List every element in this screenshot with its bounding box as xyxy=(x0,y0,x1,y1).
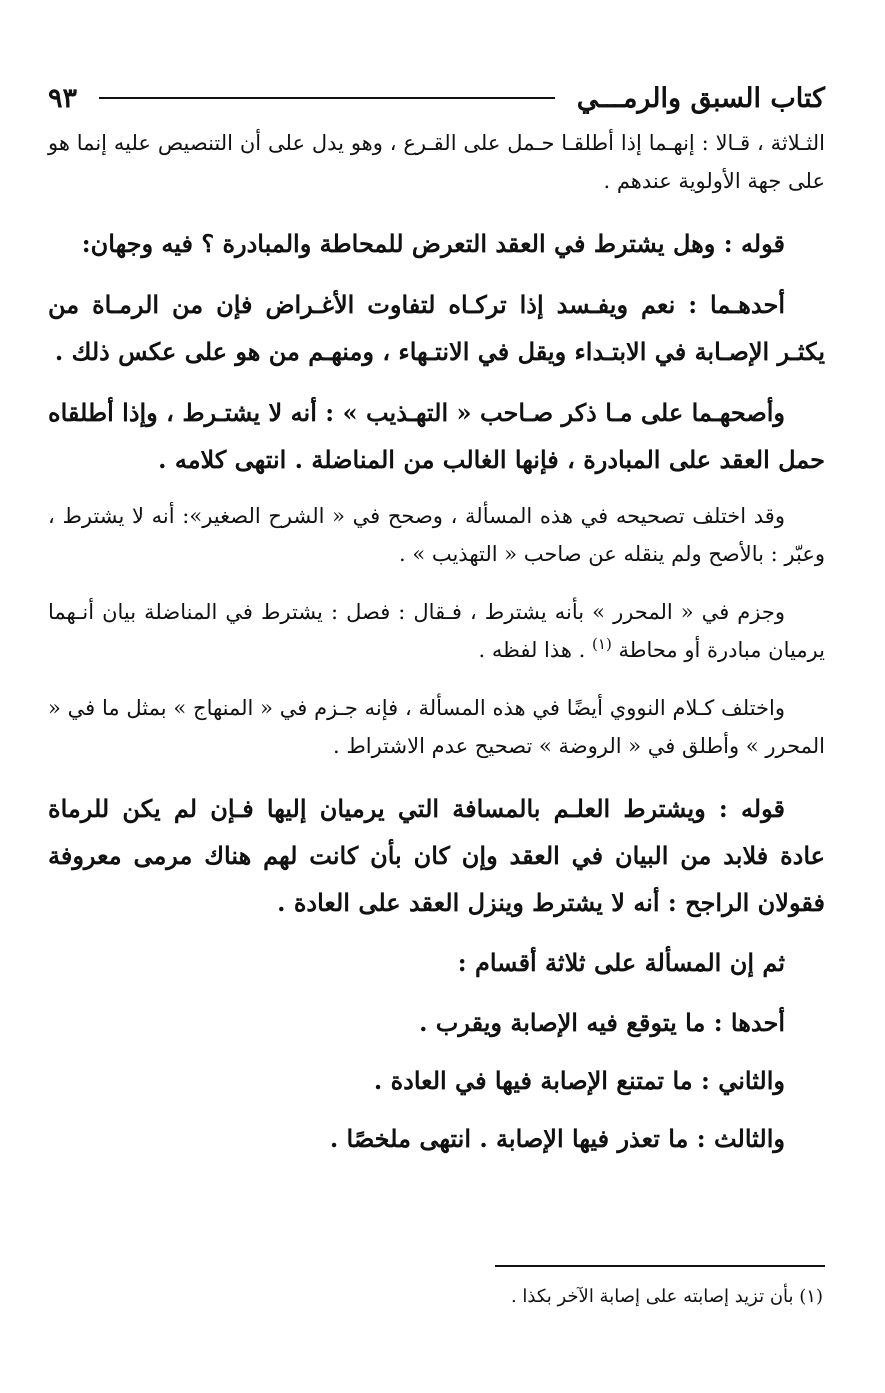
list-heading: ثم إن المسألة على ثلاثة أقسام : xyxy=(457,948,785,977)
footnote-reference: (١) xyxy=(592,635,612,653)
paragraph-muharrar-text: وجزم في « المحرر » بأنه يشترط ، فـقال : فصل : يشترط في المناضلة بيان أنـهما يرميان مبادرة أو محاطة xyxy=(48,600,825,662)
book-title: كتاب السبق والرمـــي xyxy=(576,82,825,114)
list-item: والثالث : ما تعذر فيها الإصابة . انتهى ملخصًا . xyxy=(329,1124,785,1153)
paragraph-muharrar-tail: . هذا لفظه . xyxy=(478,638,586,662)
paragraph-distance: قوله : ويشترط العلـم بالمسافة التي يرميان إليها فـإن لم يكن للرماة عادة فلابد من البيان في العقد وإن كان بأن كانت لهم هناك مرمى معروفة فقولان الراجح : أنه لا يشترط وينزل العقد على العادة . xyxy=(48,794,825,917)
paragraph-continuation: الثـلاثة ، قـالا : إنهـما إذا أطلقـا حـمل على القـرع ، وهو يدل على أن التنصيص عليه إنما هو على جهة الأولوية عندهم . xyxy=(48,131,825,193)
paragraph-correction-difference: وقد اختلف تصحيحه في هذه المسألة ، وصحح في « الشرح الصغير»: أنه لا يشترط ، وعبّر : بالأصح ولم ينقله عن صاحب « التهذيب » . xyxy=(48,504,825,566)
footnote-divider xyxy=(495,1265,825,1267)
paragraph-nawawi: واختلف كـلام النووي أيضًا في هذه المسألة ، فإنه جـزم في « المنهاج » بمثل ما في « المحرر » وأطلق في « الروضة » تصحيح عدم الاشتراط . xyxy=(48,696,825,758)
header-rule xyxy=(99,97,555,99)
list-item: والثاني : ما تمتنع الإصابة فيها في العادة . xyxy=(373,1066,785,1095)
running-header xyxy=(48,72,825,124)
paragraph-sounder-view: وأصحهـما على مـا ذكر صـاحب « التهـذيب » : أنه لا يشتـرط ، وإذا أطلقاه حمل العقد على المبادرة ، فإنها الغالب من المناضلة . انتهى كلامه . xyxy=(48,398,825,474)
book-page xyxy=(48,72,825,1353)
paragraph-muharrar xyxy=(48,593,825,669)
list-item: أحدها : ما يتوقع فيه الإصابة ويقرب . xyxy=(419,1008,785,1037)
paragraph-first-view: أحدهـما : نعم ويفـسد إذا تركـاه لتفاوت الأغـراض فإن من الرمـاة من يكثـر الإصـابة في الابتـداء ويقل في الانتـهاء ، ومنهـم من هو على عكس ذلك . xyxy=(48,290,825,366)
page-number: ٩٣ xyxy=(48,82,78,114)
footnote: (١) بأن تزيد إصابته على إصابة الآخر بكذا . xyxy=(510,1286,823,1307)
paragraph-question: قوله : وهل يشترط في العقد التعرض للمحاطة والمبادرة ؟ فيه وجهان: xyxy=(81,229,785,258)
